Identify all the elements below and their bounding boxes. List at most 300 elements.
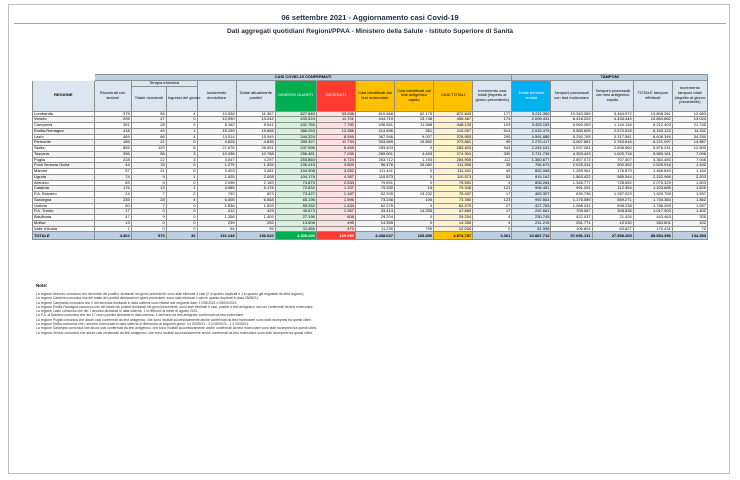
- value-cell: 17: [473, 192, 512, 198]
- value-cell: 5.176: [236, 186, 275, 192]
- value-cell: 1.164: [672, 169, 707, 175]
- value-cell: 0: [166, 226, 197, 232]
- value-cell: 12.990: [197, 117, 236, 123]
- value-cell: 1.434: [316, 203, 355, 209]
- value-cell: 15.049: [236, 134, 275, 140]
- value-cell: 230.745: [512, 215, 551, 221]
- value-cell: 11.466: [275, 226, 316, 232]
- value-cell: 707.407: [592, 157, 633, 163]
- value-cell: 47: [131, 117, 166, 123]
- page-title: 06 settembre 2021 - Aggiornamento casi Covid-19: [281, 13, 459, 22]
- value-cell: 4.309.200: [275, 232, 316, 240]
- value-cell: 766.675: [512, 163, 551, 169]
- value-cell: 375: [94, 111, 131, 117]
- col-header-tamponi-totale: TOTALE tamponi effettuati: [633, 80, 672, 111]
- col-header-deceduti: DECEDUTI: [316, 80, 355, 111]
- value-cell: 13.748: [394, 117, 433, 123]
- value-cell: 59.252: [275, 203, 316, 209]
- value-cell: 19.892: [394, 140, 433, 146]
- region-name-cell: Lazio: [33, 134, 95, 140]
- value-cell: 353.589: [355, 140, 394, 146]
- value-cell: 85.654.396: [633, 232, 672, 240]
- value-cell: 1.409: [236, 215, 275, 221]
- value-cell: 872.843: [434, 111, 473, 117]
- region-name-cell: P.A. Trento: [33, 209, 95, 215]
- value-cell: 14.255: [394, 209, 433, 215]
- value-cell: 74: [94, 174, 131, 180]
- value-cell: 21.426: [592, 215, 633, 221]
- value-cell: 4: [131, 180, 166, 186]
- value-cell: 15: [131, 163, 166, 169]
- col-header-ti-ingressi: Ingressi del giorno: [166, 86, 197, 111]
- note-line: La regione Sardegna comunica che alcuni casi confermati da test antigenico, che sono risultati successivamente anche confermati da test molecolare sono stati ricompresi tra questi ultimi.: [36, 326, 318, 331]
- value-cell: 1.925: [197, 174, 236, 180]
- value-cell: 120: [131, 146, 166, 152]
- value-cell: 415.057: [434, 128, 473, 134]
- value-cell: 810.668: [355, 111, 394, 117]
- value-cell: 436.551: [355, 123, 394, 129]
- value-cell: 50: [94, 203, 131, 209]
- value-cell: 1: [166, 128, 197, 134]
- col-header-tamponi-antigenico: Tamponi processati con test antigenico rapido: [592, 80, 633, 111]
- value-cell: 8.549: [316, 134, 355, 140]
- value-cell: 414.696: [355, 128, 394, 134]
- value-cell: 589.544: [592, 174, 633, 180]
- value-cell: 1.358: [197, 215, 236, 221]
- value-cell: 252: [236, 220, 275, 226]
- page-subtitle: Dati aggregati quotidiani Regioni/PPAA - Ministero della Salute - Istituto Superiore di Sanità: [226, 28, 514, 35]
- value-cell: 0: [394, 220, 433, 226]
- value-cell: 418: [94, 128, 131, 134]
- value-cell: 1.367: [316, 209, 355, 215]
- value-cell: 102: [672, 220, 707, 226]
- value-cell: 367.946: [355, 134, 394, 140]
- covid-data-table-wrapper: [32, 74, 708, 240]
- col-header-regione: REGIONE: [33, 80, 95, 111]
- value-cell: 2.025.314: [551, 163, 592, 169]
- value-cell: 4.387: [316, 174, 355, 180]
- value-cell: 4.408.037: [355, 232, 394, 240]
- value-cell: 10.336: [197, 151, 236, 157]
- value-cell: 1.103.685: [633, 186, 672, 192]
- value-cell: 15.199: [197, 128, 236, 134]
- value-cell: 11.734: [316, 140, 355, 146]
- value-cell: 4: [473, 215, 512, 221]
- value-cell: 253.864: [275, 157, 316, 163]
- value-cell: 1.563.422: [551, 174, 592, 180]
- value-cell: 458.467: [434, 117, 473, 123]
- value-cell: 422.037: [551, 215, 592, 221]
- value-cell: 79.330: [355, 186, 394, 192]
- value-cell: 47.669: [434, 209, 473, 215]
- value-cell: 2.152.966: [633, 174, 672, 180]
- value-cell: 431.766: [275, 123, 316, 129]
- value-cell: 3.067.881: [551, 140, 592, 146]
- region-name-cell: Abruzzo: [33, 180, 95, 186]
- value-cell: 698.238: [592, 203, 633, 209]
- region-name-cell: Valle d'Aosta: [33, 226, 95, 232]
- value-cell: 2.572.515: [592, 128, 633, 134]
- value-cell: 6.212.403: [633, 123, 672, 129]
- notes-section: [36, 283, 696, 335]
- value-cell: 1.786.269: [633, 203, 672, 209]
- value-cell: 79.591: [355, 180, 394, 186]
- value-cell: 1: [166, 186, 197, 192]
- group-terapia-intensiva: Terapia intensiva: [131, 80, 197, 86]
- value-cell: 495: [316, 220, 355, 226]
- note-line: La regione Calabria comunica che del totale dei positivi dichiarati nei giorni precedenti, sono stati eliminati 4 casi in quanto duplicati in data 28/08/21.: [36, 296, 259, 301]
- value-cell: 2.033.479: [512, 128, 551, 134]
- value-cell: 49: [131, 128, 166, 134]
- col-header-ti-totale: Totale ricoverati: [131, 86, 166, 111]
- value-cell: 263.712: [355, 157, 394, 163]
- value-cell: 815.162: [512, 174, 551, 180]
- col-header-casi-antigenico: Casi identificati dal test antigenico rapido: [394, 80, 433, 111]
- value-cell: 28: [131, 123, 166, 129]
- value-cell: 0: [394, 169, 433, 175]
- col-header-isolamento: Isolamento domiciliare: [197, 80, 236, 111]
- value-cell: 44: [94, 163, 131, 169]
- value-cell: 239: [197, 220, 236, 226]
- value-cell: 13.232: [394, 192, 433, 198]
- value-cell: 1.275: [197, 163, 236, 169]
- value-cell: 129.955: [316, 232, 355, 240]
- note-line: La regione Puglia comunica che alcuni casi confermati da test antigenico, che sono risultati successivamente anche confermati da test molecolare sono stati ricompresi tra questi ultimi.: [36, 317, 312, 322]
- note-line: La P.A. di Bolzano comunica che dei 17 nuovi positivi dichiarati in data odierna, 4 derivano da test antigenici confermati da test molecolare.: [36, 313, 245, 318]
- value-cell: 4.403: [394, 151, 433, 157]
- value-cell: 0: [394, 215, 433, 221]
- value-cell: 4: [473, 180, 512, 186]
- value-cell: 2.203: [672, 174, 707, 180]
- value-cell: 3.481: [236, 169, 275, 175]
- value-cell: 174: [473, 117, 512, 123]
- value-cell: 28.951: [236, 146, 275, 152]
- value-cell: 0: [166, 220, 197, 226]
- value-cell: 1.862: [672, 197, 707, 203]
- value-cell: 62.175: [394, 111, 433, 117]
- value-cell: 433.524: [275, 117, 316, 123]
- value-cell: 57: [94, 169, 131, 175]
- total-row: [33, 232, 708, 240]
- value-cell: 134.393: [672, 232, 707, 240]
- value-cell: 205: [94, 117, 131, 123]
- note-line: La regione Sicilia comunica che i decessi comunicati in data odierna si riferiscono ai seguenti giorni: 3 il 05/09/21 - 3 il 04/09/21 - 1 il 03/09/21.: [36, 322, 250, 327]
- value-cell: 14.857: [672, 140, 707, 146]
- value-cell: 3.317.581: [592, 134, 633, 140]
- value-cell: 28: [131, 197, 166, 203]
- value-cell: 12.034: [434, 226, 473, 232]
- value-cell: 13.024: [672, 117, 707, 123]
- value-cell: 264.801: [633, 220, 672, 226]
- value-cell: 308.836: [592, 209, 633, 215]
- value-cell: 5.250.765: [551, 134, 592, 140]
- value-cell: 1.440: [672, 163, 707, 169]
- covid-data-table: [32, 74, 708, 240]
- value-cell: 73.427: [275, 192, 316, 198]
- value-cell: 2.075.329: [633, 180, 672, 186]
- value-cell: 121: [473, 186, 512, 192]
- value-cell: 9: [131, 215, 166, 221]
- notes-list: [36, 292, 696, 335]
- value-cell: 443.463: [633, 215, 672, 221]
- value-cell: 4.297: [236, 157, 275, 163]
- value-cell: 1.593: [236, 203, 275, 209]
- value-cell: 373.881: [434, 140, 473, 146]
- value-cell: 514: [473, 128, 512, 134]
- value-cell: 49: [473, 169, 512, 175]
- value-cell: 7.006: [672, 151, 707, 157]
- value-cell: 22: [131, 157, 166, 163]
- group-tamponi: TAMPONI: [512, 75, 708, 81]
- col-header-tamponi-molecolare: Tamponi processati con test molecolare: [551, 80, 592, 111]
- value-cell: 110.573: [434, 174, 473, 180]
- value-cell: 14.011: [672, 128, 707, 134]
- col-header-casi-totali: CASI TOTALI: [434, 80, 473, 111]
- value-cell: 4.628: [197, 140, 236, 146]
- value-cell: 6.724: [316, 157, 355, 163]
- value-cell: 4: [166, 134, 197, 140]
- value-cell: 3.052: [316, 169, 355, 175]
- value-cell: 53: [473, 174, 512, 180]
- region-name-cell: Liguria: [33, 174, 95, 180]
- value-cell: 0: [394, 146, 433, 152]
- value-cell: 34.530: [672, 134, 707, 140]
- value-cell: 27.976: [197, 146, 236, 152]
- region-name-cell: Veneto: [33, 117, 95, 123]
- value-cell: 444.719: [355, 117, 394, 123]
- value-cell: 56: [131, 111, 166, 117]
- value-cell: 4.591.886: [512, 134, 551, 140]
- value-cell: 6.416.222: [551, 117, 592, 123]
- value-cell: 47: [94, 215, 131, 221]
- value-cell: 12.800: [672, 146, 707, 152]
- value-cell: 943: [473, 146, 512, 152]
- value-cell: 0: [473, 226, 512, 232]
- value-cell: 62.205: [355, 192, 394, 198]
- value-cell: 1.629.718: [592, 151, 633, 157]
- value-cell: 32: [166, 232, 197, 240]
- value-cell: 10.343.269: [551, 111, 592, 117]
- value-cell: 344.324: [275, 134, 316, 140]
- value-cell: 7: [131, 203, 166, 209]
- value-cell: 2.005.431: [512, 117, 551, 123]
- value-cell: 469: [94, 134, 131, 140]
- value-cell: 123: [473, 197, 512, 203]
- value-cell: 10.788: [236, 151, 275, 157]
- group-casi-confermati: CASI COVID-19 CONFERMATI: [94, 75, 512, 81]
- value-cell: 355.327: [275, 140, 316, 146]
- value-cell: 3.464.972: [592, 111, 633, 117]
- region-name-cell: Friuli Venezia Giulia: [33, 163, 95, 169]
- value-cell: 74.874: [275, 180, 316, 186]
- value-cell: 165.850: [394, 232, 433, 240]
- value-cell: 559.271: [592, 197, 633, 203]
- value-cell: 1.825: [672, 186, 707, 192]
- value-cell: 376.953: [434, 134, 473, 140]
- value-cell: 83: [94, 180, 131, 186]
- value-cell: 361: [394, 128, 433, 134]
- value-cell: 65.196: [275, 197, 316, 203]
- value-cell: 11.239: [355, 226, 394, 232]
- value-cell: 1.187: [316, 192, 355, 198]
- value-cell: 70: [672, 226, 707, 232]
- region-name-cell: Basilicata: [33, 215, 95, 221]
- value-cell: 0: [394, 174, 433, 180]
- value-cell: 13.808.261: [633, 111, 672, 117]
- col-header-casi-molecolare: Casi identificati dal test molecolare: [355, 80, 394, 111]
- value-cell: 10.854.662: [633, 117, 672, 123]
- region-name-cell: Emilia-Romagna: [33, 128, 95, 134]
- value-cell: 4.434.444: [592, 117, 633, 123]
- value-cell: 111.558: [434, 163, 473, 169]
- value-cell: 0: [394, 180, 433, 186]
- region-name-cell: Puglia: [33, 157, 95, 163]
- value-cell: 11.367: [236, 111, 275, 117]
- value-cell: 2.657.073: [551, 157, 592, 163]
- value-cell: 0: [131, 220, 166, 226]
- value-cell: 608: [316, 215, 355, 221]
- value-cell: 7.790: [316, 123, 355, 129]
- value-cell: 13.386: [316, 128, 355, 134]
- value-cell: 463.307: [512, 192, 551, 198]
- value-cell: 1.017.903: [633, 209, 672, 215]
- value-cell: 13.608: [275, 220, 316, 226]
- value-cell: 11.701: [316, 117, 355, 123]
- value-cell: 66: [131, 134, 166, 140]
- value-cell: 17: [94, 209, 131, 215]
- value-cell: 136.020: [236, 232, 275, 240]
- value-cell: 1.536: [197, 203, 236, 209]
- value-cell: 269.901: [355, 151, 394, 157]
- value-cell: 500.302: [592, 163, 633, 169]
- value-cell: 73.350: [434, 197, 473, 203]
- value-cell: 795: [394, 226, 433, 232]
- value-cell: 21: [131, 140, 166, 146]
- col-header-tamponi-incremento: Incremento tamponi totali (rispetto al giorno precedente): [672, 80, 707, 111]
- value-cell: 351: [94, 123, 131, 129]
- value-cell: 8.608.346: [633, 134, 672, 140]
- region-name-cell: Toscana: [33, 151, 95, 157]
- value-cell: 570: [131, 232, 166, 240]
- value-cell: 2.525.516: [633, 163, 672, 169]
- value-cell: 7.946: [672, 157, 707, 163]
- value-cell: 4.353.443: [551, 151, 592, 157]
- value-cell: 13: [94, 220, 131, 226]
- value-cell: 57.696.131: [551, 232, 592, 240]
- value-cell: 63.627: [592, 226, 633, 232]
- value-cell: 15.666: [236, 128, 275, 134]
- value-cell: 27.958.265: [592, 232, 633, 240]
- note-line: La regione Emilia-Romagna comunica che del totale dei positivi dichiarati nei giorni precedenti, sono stati eliminati 6 casi, positivi a test antigenico ma non confermati da test molecolare.: [36, 304, 314, 309]
- value-cell: 21: [131, 169, 166, 175]
- value-cell: 17: [473, 209, 512, 215]
- value-cell: 5.983.161: [633, 151, 672, 157]
- value-cell: 7: [131, 192, 166, 198]
- value-cell: 131.148: [197, 232, 236, 240]
- value-cell: 2.096: [197, 180, 236, 186]
- value-cell: 0: [166, 169, 197, 175]
- value-cell: 792: [197, 192, 236, 198]
- value-cell: 0: [166, 163, 197, 169]
- value-cell: 1.289.961: [551, 169, 592, 175]
- value-cell: 96.476: [355, 163, 394, 169]
- value-cell: 2.721.736: [512, 151, 551, 157]
- value-cell: 112.394: [592, 186, 633, 192]
- value-cell: 104.178: [275, 174, 316, 180]
- value-cell: 429: [236, 209, 275, 215]
- value-cell: 1.803: [672, 180, 707, 186]
- value-cell: 11.588: [394, 123, 433, 129]
- value-cell: 2.763.616: [592, 140, 633, 146]
- value-cell: 6.305: [197, 197, 236, 203]
- note-line: La regione Lazio comunica che dei 7 decessi dichiarati in data odierna, 1 si riferisce al mese di agosto 2021.: [36, 309, 199, 314]
- col-header-positivi: Totale attualmente positivi: [236, 80, 275, 111]
- value-cell: 94: [197, 226, 236, 232]
- value-cell: 4.985: [197, 186, 236, 192]
- value-cell: 0: [166, 203, 197, 209]
- value-cell: 823: [236, 192, 275, 198]
- region-name-cell: Sicilia: [33, 146, 95, 152]
- value-cell: 6.121.097: [633, 140, 672, 146]
- value-cell: 104.908: [275, 169, 316, 175]
- region-name-cell: Umbria: [33, 203, 95, 209]
- value-cell: 827.540: [275, 111, 316, 117]
- value-cell: 0: [166, 215, 197, 221]
- value-cell: 3.361: [473, 232, 512, 240]
- value-cell: 0: [166, 209, 197, 215]
- value-cell: 27: [473, 203, 512, 209]
- value-cell: 81.596: [512, 226, 551, 232]
- value-cell: 32.887.712: [512, 232, 551, 240]
- value-cell: 5.876.241: [633, 146, 672, 152]
- region-name-cell: Campania: [33, 123, 95, 129]
- value-cell: 3.453.153: [512, 123, 551, 129]
- value-cell: 62.279: [434, 203, 473, 209]
- region-name-cell: Lombardia: [33, 111, 95, 117]
- value-cell: 14.514: [197, 134, 236, 140]
- value-cell: 1.287.023: [592, 192, 633, 198]
- value-cell: 0: [131, 209, 166, 215]
- value-cell: 5.211.350: [512, 111, 551, 117]
- value-cell: 45.873: [275, 209, 316, 215]
- value-cell: 13.242: [236, 117, 275, 123]
- value-cell: 396: [94, 151, 131, 157]
- region-name-cell: P.A. Bolzano: [33, 192, 95, 198]
- value-cell: 21.745: [672, 123, 707, 129]
- value-cell: 1.597: [672, 192, 707, 198]
- value-cell: 1.596: [316, 197, 355, 203]
- value-cell: 330: [473, 151, 512, 157]
- value-cell: 9: [131, 174, 166, 180]
- value-cell: 3.809: [316, 163, 355, 169]
- value-cell: 1.360.677: [512, 157, 551, 163]
- value-cell: 1.920.759: [633, 192, 672, 198]
- value-cell: 996.481: [512, 186, 551, 192]
- value-cell: 33.936: [316, 111, 355, 117]
- value-cell: 4.835: [236, 140, 275, 146]
- value-cell: 110.573: [355, 174, 394, 180]
- value-cell: 8.162: [197, 123, 236, 129]
- value-cell: 29.204: [434, 215, 473, 221]
- value-cell: 247.996: [275, 146, 316, 152]
- value-cell: 2.008: [236, 174, 275, 180]
- value-cell: 1.175.089: [551, 197, 592, 203]
- value-cell: 15.082: [394, 163, 433, 169]
- value-cell: 251.771: [551, 220, 592, 226]
- value-cell: 3.037.281: [551, 146, 592, 152]
- value-cell: 2.244.151: [512, 146, 551, 152]
- value-cell: 855: [94, 146, 131, 152]
